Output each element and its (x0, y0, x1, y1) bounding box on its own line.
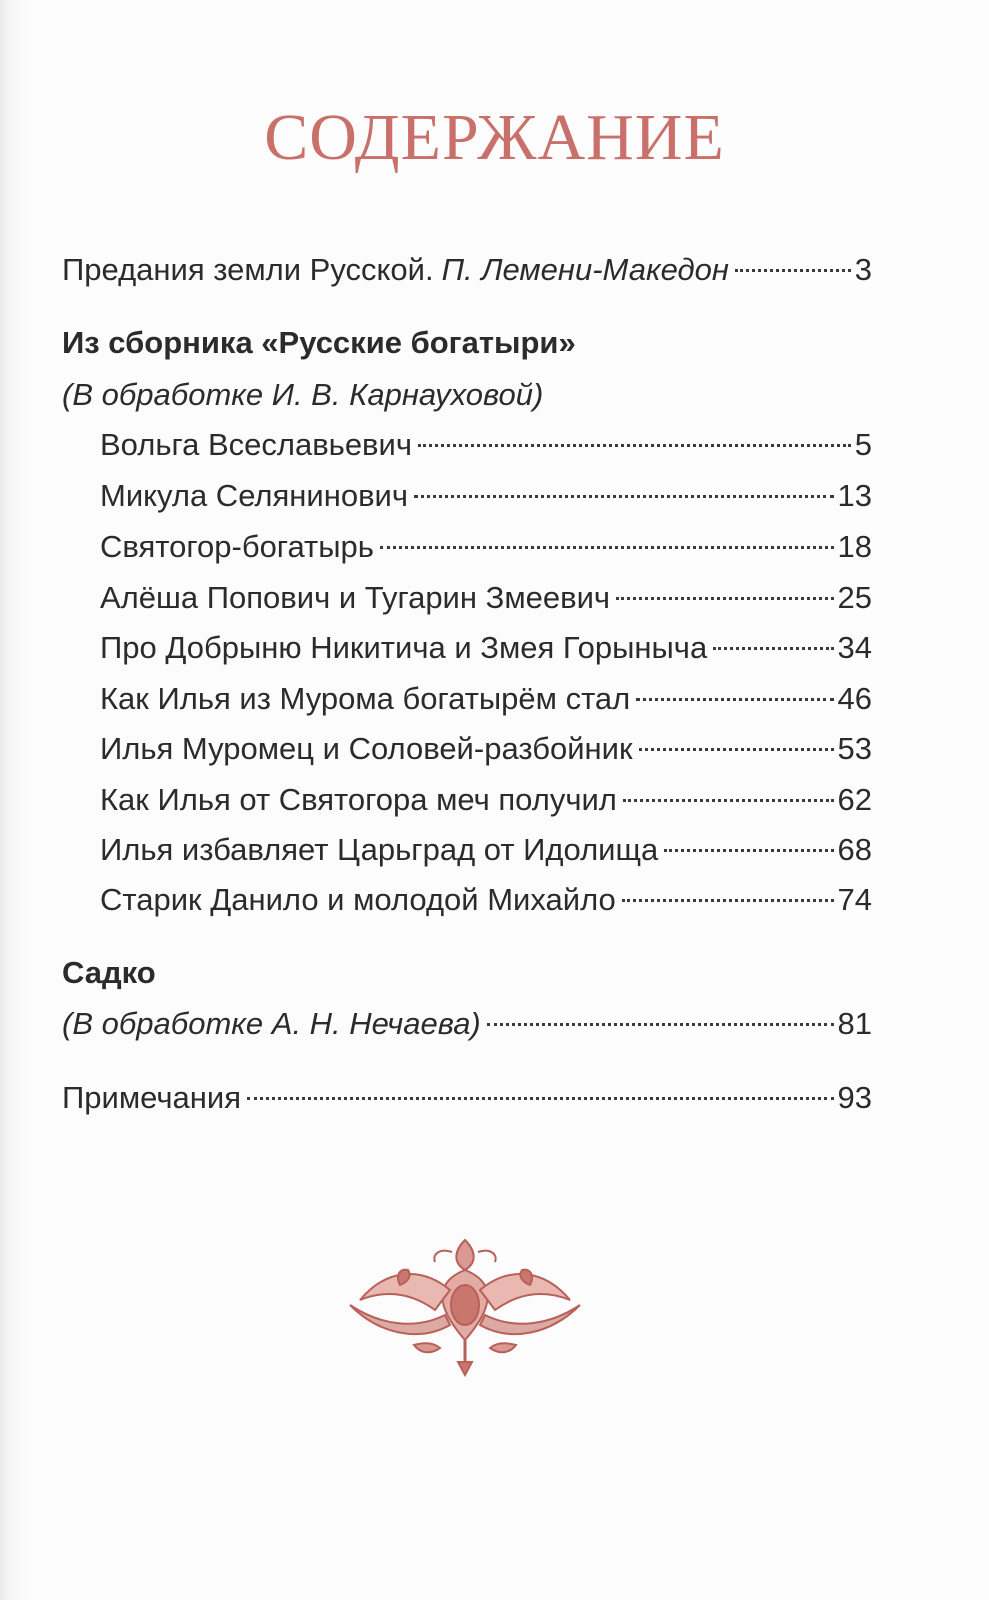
toc-page-number: 13 (837, 478, 872, 513)
dot-leader (735, 269, 851, 272)
toc-page-number: 25 (837, 580, 872, 615)
toc-entry-sadko[interactable] (62, 1004, 872, 1044)
dot-leader (414, 495, 833, 498)
dot-leader (664, 849, 833, 852)
toc-entry-label: Алёша Попович и Тугарин Змеевич (100, 580, 611, 615)
toc-page-number: 81 (837, 1006, 872, 1041)
toc-page-number: 62 (837, 782, 872, 817)
toc-entry-label: Как Илья из Мурома богатырём стал (100, 681, 631, 716)
dot-leader (713, 647, 833, 650)
toc-entry[interactable] (100, 880, 872, 920)
dot-leader (247, 1097, 834, 1100)
toc-entry-label: Вольга Всеславьевич (100, 427, 412, 462)
toc-entry-intro[interactable] (62, 250, 872, 290)
toc-page-number: 46 (837, 681, 872, 716)
toc-entry-label: Как Илья от Святогора меч получил (100, 782, 617, 817)
toc-entry-label: Илья избавляет Царьград от Идолища (100, 832, 659, 867)
toc-entry-label: Микула Селянинович (100, 478, 409, 513)
toc-entry[interactable] (100, 729, 872, 769)
toc-page-number: 34 (837, 630, 872, 665)
toc-page-number: 93 (837, 1080, 872, 1115)
toc-entry-label: Старик Данило и молодой Михайло (100, 882, 616, 917)
toc-entry-label: Про Добрыню Никитича и Змея Горыныча (100, 630, 708, 665)
toc-page-number: 53 (837, 731, 872, 766)
section-heading: Из сборника «Русские богатыри» (62, 325, 576, 360)
toc-entry-label: (В обработке А. Н. Нечаева) (62, 1006, 481, 1041)
toc-entry[interactable] (100, 780, 872, 820)
section-subtitle: (В обработке И. В. Карнауховой) (62, 377, 544, 412)
toc-page-number: 68 (837, 832, 872, 867)
toc-entry[interactable] (100, 628, 872, 668)
dot-leader (639, 748, 834, 751)
toc-entry[interactable] (100, 578, 872, 618)
dot-leader (636, 698, 833, 701)
toc-page-number: 5 (854, 427, 872, 462)
toc-page-number: 74 (837, 882, 872, 917)
dot-leader (616, 597, 833, 600)
page-title: СОДЕРЖАНИЕ (264, 101, 725, 174)
toc-entry[interactable] (100, 679, 872, 719)
toc-entry-notes[interactable] (62, 1078, 872, 1118)
dot-leader (380, 546, 834, 549)
dot-leader (623, 799, 834, 802)
toc-entry[interactable] (100, 476, 872, 516)
toc-entry[interactable] (100, 425, 872, 465)
toc-entry-author: П. Лемени-Македон (441, 252, 729, 287)
toc-page-number: 3 (854, 252, 872, 287)
toc-entry[interactable] (100, 527, 872, 567)
section-heading: Садко (62, 955, 156, 990)
toc-entry-label: Примечания (62, 1080, 241, 1115)
toc-entry-label: Святогор-богатырь (100, 529, 374, 564)
toc-entry-label: Предания земли Русской. (62, 252, 434, 287)
toc-entry[interactable] (100, 830, 872, 870)
floral-ornament-icon (340, 1230, 590, 1380)
toc-entry-label: Илья Муромец и Соловей-разбойник (100, 731, 633, 766)
dot-leader (487, 1023, 834, 1026)
toc-page-number: 18 (837, 529, 872, 564)
dot-leader (622, 899, 834, 902)
dot-leader (418, 444, 851, 447)
